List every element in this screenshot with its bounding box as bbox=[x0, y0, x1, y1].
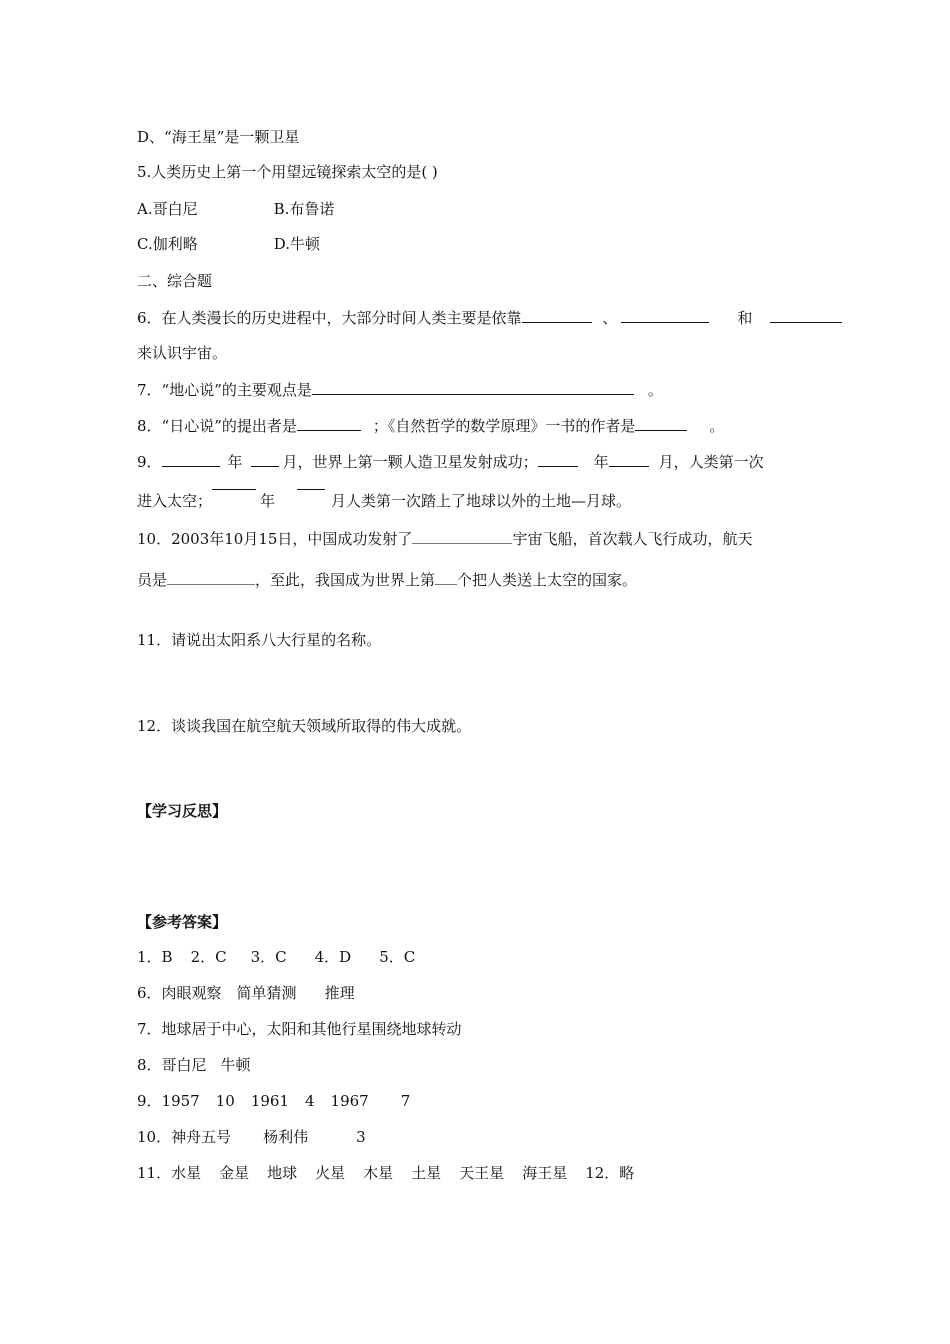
q5-option-d: D.牛顿 bbox=[273, 235, 320, 253]
q9-blank-year2[interactable] bbox=[538, 451, 578, 467]
q9-blank-month1[interactable] bbox=[251, 451, 279, 467]
q9-blank-month2[interactable] bbox=[609, 451, 649, 467]
q5-stem: 5.人类历史上第一个用望远镜探索太空的是( ) bbox=[137, 163, 438, 181]
q9-line2: 进入太空； 年 月人类第一次踏上了地球以外的土地—月球。 bbox=[137, 490, 631, 511]
q10-line1: 10．2003年10月15日，中国成功发射了 宇宙飞船，首次载人飞行成功，航天 bbox=[137, 530, 753, 548]
q10-blank-3[interactable] bbox=[435, 569, 457, 585]
q7-blank[interactable] bbox=[312, 379, 634, 395]
q9-line1: 9． 年 月，世界上第一颗人造卫星发射成功； 年 月，人类第一次 bbox=[137, 453, 764, 471]
q9-blank-year3[interactable] bbox=[212, 474, 256, 490]
q5-options-row2 bbox=[137, 234, 320, 254]
q6-blank-3[interactable] bbox=[770, 307, 842, 323]
answer-6: 6．肉眼观察 简单猜测 推理 bbox=[137, 984, 355, 1002]
reflection-title: 【学习反思】 bbox=[137, 802, 228, 820]
answers-title: 【参考答案】 bbox=[137, 913, 228, 931]
q5-options-row1 bbox=[137, 199, 334, 219]
q6-line1: 6．在人类漫长的历史进程中，大部分时间人类主要是依靠 、 和 bbox=[137, 307, 842, 328]
section2-title: 二、综合题 bbox=[137, 272, 213, 290]
q12: 12．谈谈我国在航空航天领域所取得的伟大成就。 bbox=[137, 717, 472, 735]
answer-7: 7．地球居于中心，太阳和其他行星围绕地球转动 bbox=[137, 1020, 462, 1038]
q8-blank-1[interactable] bbox=[297, 415, 361, 431]
answer-8: 8．哥白尼 牛顿 bbox=[137, 1056, 251, 1074]
answer-1-5: 1．B 2．C 3．C 4．D 5．C bbox=[137, 948, 416, 966]
q8: 8．“日心说”的提出者是 ；《自然哲学的数学原理》一书的作者是 。 bbox=[137, 417, 725, 435]
q5-option-b: B.布鲁诺 bbox=[273, 200, 335, 218]
q10-blank-2[interactable] bbox=[167, 569, 255, 585]
q8-blank-2[interactable] bbox=[635, 415, 687, 431]
q11: 11．请说出太阳系八大行星的名称。 bbox=[137, 631, 382, 649]
q9-blank-month3[interactable] bbox=[297, 474, 325, 490]
q10-blank-1[interactable] bbox=[412, 528, 512, 544]
q9-blank-year1[interactable] bbox=[162, 451, 220, 467]
answer-9: 9．1957 10 1961 4 1967 7 bbox=[137, 1092, 411, 1110]
answer-11-12: 11．水星 金星 地球 火星 木星 土星 天王星 海王星 12．略 bbox=[137, 1164, 635, 1182]
q10-line2: 员是 ，至此，我国成为世界上第 个把人类送上太空的国家。 bbox=[137, 571, 638, 589]
q5-option-c: C.伽利略 bbox=[137, 235, 198, 253]
q6-line2: 来认识宇宙。 bbox=[137, 344, 228, 362]
q4-option-d: D、“海王星”是一颗卫星 bbox=[137, 128, 300, 146]
q7: 7．“地心说”的主要观点是 。 bbox=[137, 381, 663, 399]
q5-option-a: A.哥白尼 bbox=[137, 200, 198, 218]
q6-blank-1[interactable] bbox=[522, 307, 592, 323]
q6-blank-2[interactable] bbox=[621, 307, 709, 323]
answer-10: 10．神舟五号 杨利伟 3 bbox=[137, 1128, 366, 1146]
